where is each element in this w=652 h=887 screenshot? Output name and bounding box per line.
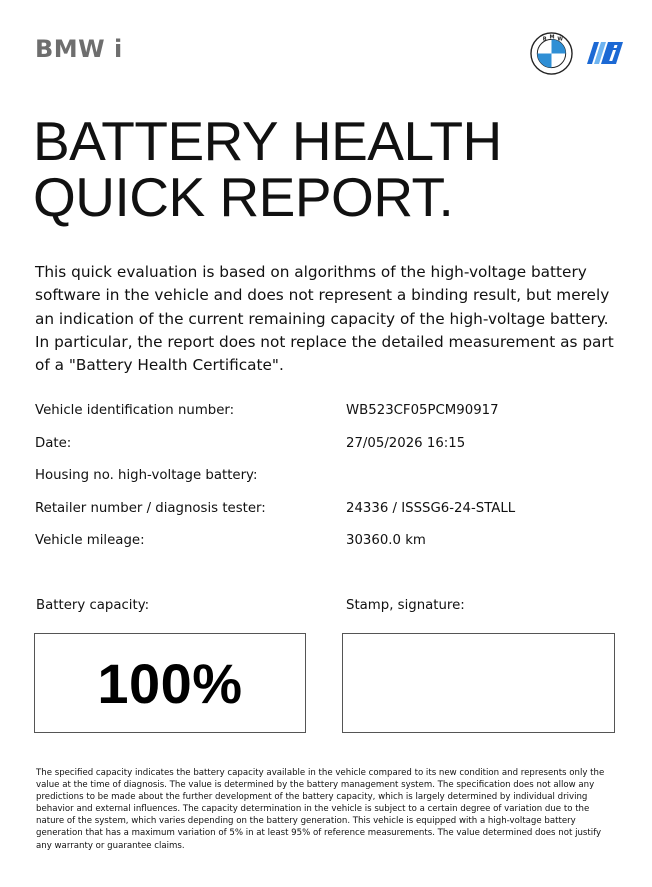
svg-text:B: B bbox=[542, 36, 547, 43]
svg-text:W: W bbox=[557, 36, 563, 43]
info-value: 24336 / ISSSG6-24-STALL bbox=[346, 500, 516, 516]
stamp-signature-box bbox=[342, 633, 615, 733]
info-value: 30360.0 km bbox=[346, 533, 426, 548]
brand-wordmark: BMW i bbox=[35, 35, 123, 63]
stamp-signature-label: Stamp, signature: bbox=[346, 598, 465, 613]
battery-capacity-box bbox=[34, 633, 306, 733]
info-value: 27/05/2026 16:15 bbox=[346, 435, 466, 451]
info-label: Vehicle mileage: bbox=[35, 533, 145, 548]
intro-paragraph: This quick evaluation is based on algorithms of the high-voltage battery software in the vehicle and does not represent a binding result, but merely an indication of the current remaining capacity of the high-voltage battery. In particular, the report does not replace the detailed measurement as part of a "Battery Health Certificate". bbox=[35, 263, 614, 375]
info-label: Date: bbox=[35, 435, 72, 451]
vehicle-info-list bbox=[35, 398, 620, 561]
info-label: Vehicle identification number: bbox=[35, 403, 235, 418]
report-title bbox=[33, 110, 502, 228]
info-label: Retailer number / diagnosis tester: bbox=[35, 500, 266, 516]
info-label: Housing no. high-voltage battery: bbox=[35, 468, 258, 483]
report-title-line-1: BATTERY HEALTH bbox=[33, 110, 502, 172]
disclaimer-text: The specified capacity indicates the battery capacity available in the vehicle compared to its new condition and represents only the value at the time of diagnosis. The value is determined by the battery management system. The specification does not allow any predictions to be made about the further development of the battery capacity, which is largely determined by individual driving behavior and external influences. The capacity determination in the vehicle is subject to a certain degree of variation due to the nature of the system, which varies depending on the battery generation. This vehicle is equipped with a high-voltage battery generation that has a maximum variation of 5% in at least 95% of reference measurements. The value determined does not justify any warranty or guarantee claims. bbox=[36, 768, 605, 851]
svg-text:M: M bbox=[549, 34, 555, 41]
info-row-vin bbox=[35, 398, 620, 431]
battery-capacity-label: Battery capacity: bbox=[36, 598, 150, 613]
info-value: WB523CF05PCM90917 bbox=[346, 403, 499, 418]
report-title-line-2: QUICK REPORT. bbox=[33, 166, 454, 228]
bmw-i-logo bbox=[585, 40, 625, 66]
info-row-retailer bbox=[35, 496, 620, 529]
battery-capacity-value: 100% bbox=[97, 651, 243, 715]
info-row-mileage bbox=[35, 528, 620, 561]
info-row-housing-number bbox=[35, 463, 620, 496]
info-row-date bbox=[35, 431, 620, 464]
bmw-roundel-logo bbox=[530, 32, 573, 75]
